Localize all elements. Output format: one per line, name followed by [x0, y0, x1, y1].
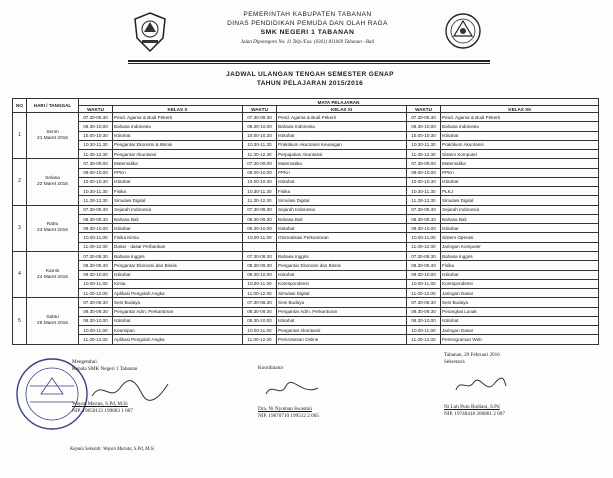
time-xi: 10.30-11.30 [243, 140, 277, 149]
subject-xii: Istirahat [441, 131, 599, 140]
time-x: 10.30-11.30 [79, 187, 113, 196]
subject-xii: Seni Budaya [441, 298, 599, 307]
subject-x: Istirahat [113, 316, 243, 325]
schedule-row [13, 251, 599, 260]
footer-note: Kepala Sekolah: Wayan Maruta, S.Pd, M.Si [70, 447, 155, 452]
subject-xii: Jaringan Dasar [441, 326, 599, 335]
subject-x: Kearsipan [113, 326, 243, 335]
subject-xii: Pend. Agama & Budi Pekerti [441, 113, 599, 122]
time-xii: 11.00-12.00 [407, 335, 441, 345]
header-class-x: KELAS X [113, 106, 243, 113]
time-x: 08.30-10.00 [79, 122, 113, 131]
day-name: Rabu [46, 222, 59, 228]
subject-xii: Sistem Komputer [441, 150, 599, 159]
day-date-cell [27, 113, 79, 159]
day-date-cell [27, 298, 79, 345]
subject-xi: Pend. Agama & Budi Pekerti [277, 113, 407, 122]
time-xi: 07.30-08.30 [243, 251, 277, 260]
subject-x: Istirahat [113, 224, 243, 233]
secretary-place-date: Tabanan, 29 Februari 2016 [444, 352, 500, 358]
time-xi [243, 242, 277, 251]
subject-xi: Pengantar Akuntansi [277, 326, 407, 335]
title-line-1: JADWAL ULANGAN TENGAH SEMESTER GENAP [226, 71, 394, 78]
time-x: 07.30-08.30 [79, 298, 113, 307]
time-xi: 10.00-11.00 [243, 279, 277, 288]
time-xii: 07.30-08.30 [407, 298, 441, 307]
day-number: 2 [13, 159, 27, 205]
letterhead-rule-thin [128, 63, 490, 64]
time-x: 11.30-12.30 [79, 150, 113, 159]
secretary-signature [452, 372, 508, 398]
subject-xi: PPKn [277, 168, 407, 177]
subject-xii: PPKn [441, 168, 599, 177]
principal-line-1: Mengetahui [72, 359, 97, 365]
day-date: 23 Maret 2016 [37, 228, 68, 234]
subject-x: Aplikasi Pengolah Angka [113, 289, 243, 298]
schedule-row [13, 335, 599, 345]
letterhead-department: DINAS PENDIDIKAN PEMUDA DAN OLAH RAGA [227, 20, 388, 27]
schedule-row [13, 187, 599, 196]
subject-xii: Istirahat [441, 177, 599, 186]
day-name: Senin [46, 129, 59, 135]
time-x: 09.00-10.00 [79, 168, 113, 177]
time-xi: 07.30-08.30 [243, 298, 277, 307]
day-date: 21 Maret 2016 [37, 135, 68, 141]
time-x: 11.00-12.00 [79, 335, 113, 345]
subject-x: Bahasa Bali [113, 214, 243, 223]
letterhead-rule [128, 60, 490, 62]
subject-x: Kimia [113, 279, 243, 288]
subject-x: Dasar - dasar Perbankan [113, 242, 243, 251]
schedule-row [13, 214, 599, 223]
schedule-row [13, 326, 599, 335]
time-x: 07.30-08.30 [79, 113, 113, 122]
time-xi: 10.30-11.30 [243, 187, 277, 196]
subject-xi: Istirahat [277, 316, 407, 325]
subject-xii: Matematika [441, 159, 599, 168]
subject-xii: Jaringan Dasar [441, 289, 599, 298]
principal-nip: NIP. 19650123 199003 1 007 [72, 408, 133, 414]
time-xi: 10.00-10.30 [243, 131, 277, 140]
time-xii: 10.00-11.00 [407, 326, 441, 335]
time-x: 11.00-12.00 [79, 289, 113, 298]
day-number: 4 [13, 251, 27, 297]
time-xi: 11.30-12.30 [243, 150, 277, 159]
schedule-row [13, 196, 599, 205]
header-time: WAKTU [243, 106, 277, 113]
time-xii: 07.30-08.30 [407, 205, 441, 214]
subject-xi: Fisika [277, 187, 407, 196]
time-x: 07.30-08.30 [79, 251, 113, 260]
time-xii: 09.30-10.00 [407, 316, 441, 325]
subject-xi: Istirahat [277, 131, 407, 140]
time-xi: 10.00-11.00 [243, 233, 277, 242]
schedule-row [13, 122, 599, 131]
subject-xii: Perangkat Lunak [441, 307, 599, 316]
time-xii: 09.30-10.00 [407, 224, 441, 233]
time-xi: 11.00-12.00 [243, 289, 277, 298]
subject-xi: Simulasi Digital [277, 289, 407, 298]
schedule-row [13, 168, 599, 177]
schedule-row [13, 150, 599, 159]
subject-xi: Pengantar Ekonomi dan Bisnis [277, 261, 407, 270]
time-xii: 10.00-11.00 [407, 279, 441, 288]
letterhead-address: Jalan Diponegoro No. 11 Telp./Fax. (0361) 811069 Tabanan - Bali [240, 40, 375, 45]
subject-xi: Bahasa Bali [277, 214, 407, 223]
subject-xi: Praktikum Akuntansi Keuangan [277, 140, 407, 149]
time-xii: 10.00-10.30 [407, 131, 441, 140]
time-xii: 11.30-12.30 [407, 196, 441, 205]
principal-signature [90, 378, 170, 404]
subject-x: Pengantar Adm. Perkantoran [113, 307, 243, 316]
subject-x: PPKn [113, 168, 243, 177]
school-emblem-logo [444, 12, 482, 50]
subject-xii: Sejarah Indonesia [441, 205, 599, 214]
schedule-row [13, 261, 599, 270]
time-xi: 08.30-09.30 [243, 214, 277, 223]
subject-xi: Simulasi Digital [277, 196, 407, 205]
subject-xi: Istirahat [277, 270, 407, 279]
subject-xii: Istirahat [441, 224, 599, 233]
schedule-row [13, 177, 599, 186]
letterhead-government: PEMERINTAH KABUPATEN TABANAN [243, 11, 372, 18]
time-xi: 07.30-09.00 [243, 159, 277, 168]
schedule-row [13, 298, 599, 307]
time-xii: 07.30-08.30 [407, 251, 441, 260]
day-name: Selasa [45, 175, 60, 181]
subject-x: Aplikasi Pengolah Angka [113, 335, 243, 345]
subject-x: Pengantar Ekonomi dan Bisnis [113, 261, 243, 270]
subject-x: Sejarah Indonesia [113, 205, 243, 214]
subject-x: Pengantar Akuntansi [113, 150, 243, 159]
header-class-xii: KELAS XII [441, 106, 599, 113]
time-xii: 07.30-09.00 [407, 159, 441, 168]
day-date-cell [27, 205, 79, 251]
time-xii: 07.30-08.30 [407, 113, 441, 122]
schedule-row [13, 140, 599, 149]
time-xii: 11.00-12.00 [407, 289, 441, 298]
letterhead [175, 10, 440, 47]
time-xi: 09.30-10.00 [243, 270, 277, 279]
header-subjects: MATA PELAJARAN [79, 99, 599, 106]
time-x: 08.30-09.30 [79, 214, 113, 223]
subject-xii: Jaringan Komputer [441, 242, 599, 251]
schedule-row [13, 224, 599, 233]
time-xi: 08.30-09.30 [243, 261, 277, 270]
day-name: Sabtu [46, 315, 59, 321]
time-x: 10.00-11.00 [79, 233, 113, 242]
time-xi: 09.30-10.00 [243, 224, 277, 233]
subject-x: Istirahat [113, 177, 243, 186]
time-x: 07.30-08.30 [79, 205, 113, 214]
subject-xii: Bahasa Inggris [441, 251, 599, 260]
time-xii: 08.30-09.30 [407, 307, 441, 316]
subject-xi: Matematika [277, 159, 407, 168]
subject-xii: Simulasi Digital [441, 196, 599, 205]
time-xi: 11.00-12.00 [243, 335, 277, 345]
secretary-nip: NIP. 19740418 200801 2 007 [444, 411, 505, 417]
header-class-xi: KELAS XI [277, 106, 407, 113]
coordinator-role: Koordinator [258, 365, 284, 371]
day-date: 24 Maret 2016 [37, 274, 68, 280]
time-xi: 08.30-09.30 [243, 307, 277, 316]
header-time: WAKTU [79, 106, 113, 113]
time-xi: 07.30-08.30 [243, 113, 277, 122]
time-x: 10.00-10.30 [79, 131, 113, 140]
subject-xii: Fisika [441, 261, 599, 270]
day-number: 3 [13, 205, 27, 251]
time-x: 09.30-10.00 [79, 316, 113, 325]
time-x: 10.00-10.30 [79, 177, 113, 186]
schedule-row [13, 289, 599, 298]
subject-x: Pengantar Ekonomi & Bisnis [113, 140, 243, 149]
schedule-row [13, 159, 599, 168]
subject-xii: PLKJ [441, 187, 599, 196]
secretary-name: Ni Luh Putu Budiani, S.Pd [444, 404, 500, 410]
schedule-row [13, 233, 599, 242]
subject-xi: Istirahat [277, 224, 407, 233]
time-xii: 09.00-10.00 [407, 168, 441, 177]
time-x: 10.30-11.30 [79, 140, 113, 149]
time-xii: 09.30-10.00 [407, 270, 441, 279]
time-xi: 10.00-11.00 [243, 326, 277, 335]
day-date: 22 Maret 2016 [37, 181, 68, 187]
time-x: 08.30-09.30 [79, 261, 113, 270]
subject-x: Matematika [113, 159, 243, 168]
header-day-date: HARI / TANGGAL [27, 99, 79, 113]
subject-xi: Bahasa Indonesia [277, 122, 407, 131]
time-x: 11.00-12.00 [79, 242, 113, 251]
schedule-row [13, 279, 599, 288]
principal-line-2: Kepala SMK Negeri 1 Tabanan [72, 366, 138, 372]
subject-xi: Bahasa Inggris [277, 251, 407, 260]
day-date: 26 Maret 2016 [37, 321, 68, 327]
schedule-row [13, 205, 599, 214]
schedule-row [13, 270, 599, 279]
time-x: 10.00-11.00 [79, 326, 113, 335]
coordinator-name: Dra. Ni Nyoman Swastini [258, 406, 312, 412]
subject-x: Simulasi Digital [113, 196, 243, 205]
header-no: NO [13, 99, 27, 113]
time-x: 10.00-11.00 [79, 279, 113, 288]
subject-x: Pend. Agama & Budi Pekerti [113, 113, 243, 122]
time-x: 07.30-09.00 [79, 159, 113, 168]
time-x: 09.30-10.00 [79, 224, 113, 233]
subject-xi: Sejarah Indonesia [277, 205, 407, 214]
subject-x: Bahasa Inggris [113, 251, 243, 260]
subject-x: Fisika [113, 187, 243, 196]
title-line-2: TAHUN PELAJARAN 2015/2016 [256, 80, 364, 87]
schedule-row [13, 316, 599, 325]
subject-x: Seni Budaya [113, 298, 243, 307]
day-number: 1 [13, 113, 27, 159]
time-xi: 07.30-08.30 [243, 205, 277, 214]
secretary-role: Sekretaris [444, 359, 465, 365]
time-x: 08.30-09.30 [79, 307, 113, 316]
time-xii: 10.00-11.00 [407, 233, 441, 242]
subject-xii: Bahasa Indonesia [441, 122, 599, 131]
subject-x: Istirahat [113, 270, 243, 279]
time-xii: 10.00-10.30 [407, 177, 441, 186]
time-xii: 08.30-09.30 [407, 214, 441, 223]
subject-xii: Bahasa Bali [441, 214, 599, 223]
subject-xi: Korespondensi [277, 279, 407, 288]
subject-x: Istirahat [113, 131, 243, 140]
time-xii: 08.30-09.30 [407, 261, 441, 270]
subject-xi: Pemrosesan Online [277, 335, 407, 345]
subject-xii: Istirahat [441, 316, 599, 325]
subject-xi: Perpajakan Akuntansi [277, 150, 407, 159]
day-date-cell [27, 159, 79, 205]
coordinator-signature [262, 378, 322, 402]
time-xii: 10.30-11.30 [407, 187, 441, 196]
subject-xi: Pengantar Adm. Perkantoran [277, 307, 407, 316]
principal-name: Wayan Maruta, S.Pd, M.Si [72, 401, 128, 407]
subject-xii: Sistem Operasi [441, 233, 599, 242]
exam-schedule-table [12, 98, 599, 345]
schedule-row [13, 113, 599, 122]
time-x: 11.30-12.30 [79, 196, 113, 205]
day-date-cell [27, 251, 79, 297]
subject-xi: Istirahat [277, 177, 407, 186]
schedule-row [13, 242, 599, 251]
schedule-row [13, 307, 599, 316]
day-name: Kamis [45, 268, 60, 274]
subject-xii: Pemrograman Web [441, 335, 599, 345]
time-xi: 11.30-12.30 [243, 196, 277, 205]
subject-xi [277, 242, 407, 251]
document-title [170, 70, 450, 88]
time-xi: 10.00-10.30 [243, 177, 277, 186]
time-x: 09.30-10.00 [79, 270, 113, 279]
header-time: WAKTU [407, 106, 441, 113]
subject-x: Bahasa Indonesia [113, 122, 243, 131]
time-xi: 09.30-10.00 [243, 316, 277, 325]
time-xi: 09.00-10.00 [243, 168, 277, 177]
subject-xii: Korespondensi [441, 279, 599, 288]
time-xii: 11.30-12.30 [407, 150, 441, 159]
subject-xii: Istirahat [441, 270, 599, 279]
coordinator-nip: NIP. 19670710 199512 2 005 [258, 413, 319, 419]
letterhead-school: SMK NEGERI 1 TABANAN [260, 29, 355, 36]
subject-x: Fisika Kimia [113, 233, 243, 242]
time-xii: 11.00-12.00 [407, 242, 441, 251]
schedule-body [13, 113, 599, 345]
time-xii: 10.30-11.30 [407, 140, 441, 149]
subject-xi: Seni Budaya [277, 298, 407, 307]
day-number: 5 [13, 298, 27, 345]
subject-xii: Praktikum Akuntansi [441, 140, 599, 149]
time-xi: 08.30-10.00 [243, 122, 277, 131]
time-xii: 08.30-10.00 [407, 122, 441, 131]
schedule-row [13, 131, 599, 140]
regency-crest-logo [132, 12, 168, 52]
subject-xi: Otomatisasi Perkantoran [277, 233, 407, 242]
